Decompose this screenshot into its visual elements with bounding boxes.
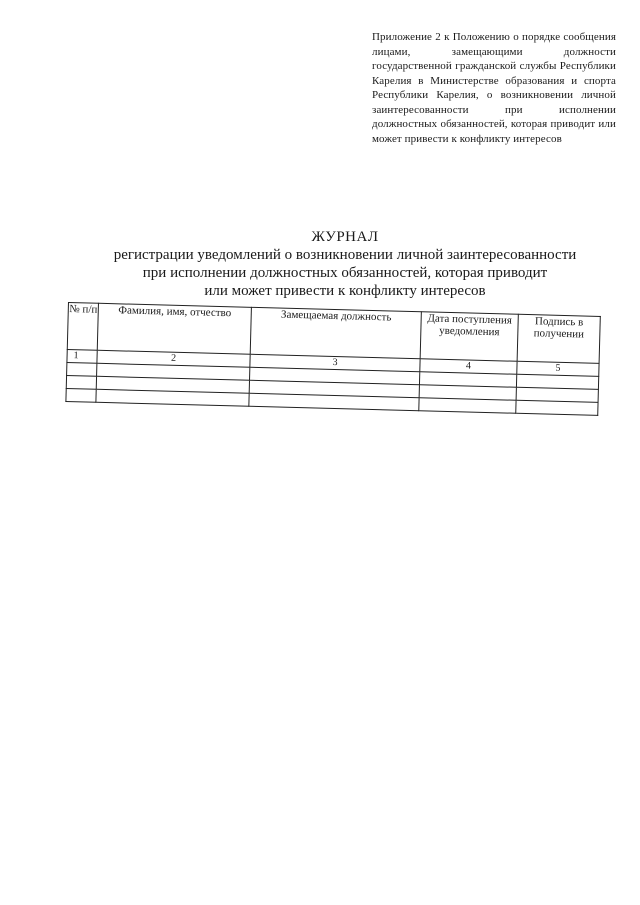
table-cell xyxy=(516,400,598,415)
appendix-note: Приложение 2 к Положению о порядке сообщения лицами, замещающими должности государственной гражданской службы Республики Карелия в Министерстве образования и спорта Республики Карелия, о возникновении личной заинтересованности при исполнении должностных обязанностей, которая приводит или может привести к конфликту интересов xyxy=(372,31,616,145)
title-line-3: или может привести к конфликту интересов xyxy=(204,283,486,299)
table-cell xyxy=(66,388,96,402)
column-number-4: 4 xyxy=(420,359,517,375)
header-position: Замещаемая должность xyxy=(250,307,421,358)
title-line-1: регистрации уведомлений о возникновении личной заинтересованности xyxy=(113,247,577,263)
column-number-5: 5 xyxy=(517,361,599,376)
table-cell xyxy=(67,362,97,376)
table-cell xyxy=(66,375,96,389)
column-number-2: 2 xyxy=(97,350,250,367)
column-number-1: 1 xyxy=(67,349,97,363)
title-line-2: при исполнении должностных обязанностей, которая приводит xyxy=(142,265,548,281)
title-heading: ЖУРНАЛ xyxy=(311,229,379,245)
table-cell xyxy=(419,398,516,414)
header-number: № п/п xyxy=(67,303,98,351)
header-receipt-date: Дата поступления уведомления xyxy=(420,312,518,362)
table-cell xyxy=(96,389,249,406)
column-number-3: 3 xyxy=(250,354,420,371)
header-signature: Подпись в получении xyxy=(517,314,600,363)
journal-title xyxy=(90,228,600,300)
header-full-name: Фамилия, имя, отчество xyxy=(97,303,251,354)
journal-table xyxy=(65,302,599,416)
